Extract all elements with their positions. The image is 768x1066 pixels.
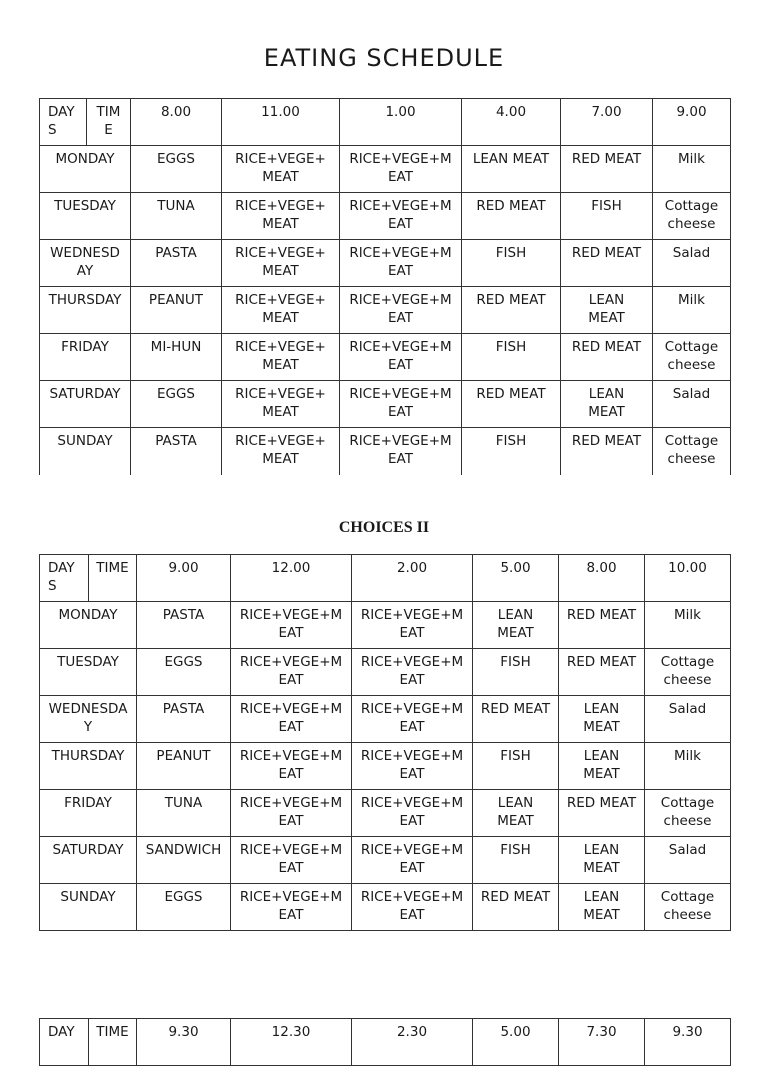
- meal-cell: Salad: [645, 696, 731, 743]
- meal-cell: PASTA: [137, 696, 231, 743]
- table-row: [40, 193, 731, 240]
- meal-cell: FISH: [462, 428, 561, 475]
- meal-cell: RED MEAT: [462, 193, 561, 240]
- meal-cell: RED MEAT: [561, 146, 653, 193]
- table-body: [40, 555, 731, 931]
- meal-cell: RICE+VEGE+M EAT: [340, 428, 462, 475]
- header-time-slot: 5.00: [473, 1019, 559, 1066]
- header-time-slot: 2.30: [352, 1019, 473, 1066]
- meal-cell: RICE+VEGE+M EAT: [340, 146, 462, 193]
- meal-cell: EGGS: [131, 146, 222, 193]
- table-row: [40, 334, 731, 381]
- header-time-slot: 12.30: [231, 1019, 352, 1066]
- header-time-slot: 9.30: [645, 1019, 731, 1066]
- meal-cell: LEAN MEAT: [462, 146, 561, 193]
- header-row: [40, 555, 731, 602]
- table-row: [40, 790, 731, 837]
- meal-cell: RICE+VEGE+M EAT: [340, 334, 462, 381]
- header-days: DAY: [40, 1019, 89, 1066]
- meal-cell: Cottage cheese: [653, 428, 731, 475]
- meal-cell: MI-HUN: [131, 334, 222, 381]
- meal-cell: LEAN MEAT: [559, 743, 645, 790]
- meal-cell: RED MEAT: [559, 649, 645, 696]
- day-cell: SATURDAY: [40, 381, 131, 428]
- meal-cell: TUNA: [131, 193, 222, 240]
- header-time-slot: 9.00: [137, 555, 231, 602]
- eating-schedule-table: [39, 98, 731, 475]
- table-row: [40, 649, 731, 696]
- header-row: [40, 1019, 731, 1066]
- meal-cell: Cottage cheese: [653, 193, 731, 240]
- meal-cell: FISH: [473, 837, 559, 884]
- meal-cell: RED MEAT: [561, 334, 653, 381]
- meal-cell: RICE+VEGE+M EAT: [231, 743, 352, 790]
- meal-cell: RICE+VEGE+M EAT: [352, 837, 473, 884]
- header-row: [40, 99, 731, 146]
- meal-cell: RICE+VEGE+ MEAT: [222, 240, 340, 287]
- meal-cell: RED MEAT: [561, 428, 653, 475]
- meal-cell: Milk: [645, 602, 731, 649]
- meal-cell: RICE+VEGE+ MEAT: [222, 381, 340, 428]
- meal-cell: LEAN MEAT: [559, 884, 645, 931]
- meal-cell: PEANUT: [137, 743, 231, 790]
- meal-cell: RICE+VEGE+M EAT: [231, 649, 352, 696]
- header-time: TIME: [89, 555, 137, 602]
- meal-cell: FISH: [473, 649, 559, 696]
- section-title: CHOICES II: [338, 519, 430, 536]
- meal-cell: RICE+VEGE+M EAT: [231, 696, 352, 743]
- header-time-slot: 8.00: [559, 555, 645, 602]
- meal-cell: Milk: [653, 146, 731, 193]
- meal-cell: LEAN MEAT: [561, 381, 653, 428]
- header-days: DAY S: [40, 555, 89, 602]
- meal-cell: FISH: [473, 743, 559, 790]
- day-cell: MONDAY: [40, 602, 137, 649]
- meal-cell: TUNA: [137, 790, 231, 837]
- meal-cell: RED MEAT: [561, 240, 653, 287]
- day-cell: TUESDAY: [40, 193, 131, 240]
- meal-cell: Cottage cheese: [645, 884, 731, 931]
- day-cell: THURSDAY: [40, 287, 131, 334]
- meal-cell: RICE+VEGE+M EAT: [231, 837, 352, 884]
- table-row: [40, 381, 731, 428]
- header-time-slot: 1.00: [340, 99, 462, 146]
- day-cell: MONDAY: [40, 146, 131, 193]
- meal-cell: RICE+VEGE+M EAT: [340, 381, 462, 428]
- header-time-slot: 5.00: [473, 555, 559, 602]
- meal-cell: RED MEAT: [462, 381, 561, 428]
- meal-cell: RICE+VEGE+ MEAT: [222, 193, 340, 240]
- meal-cell: PASTA: [137, 602, 231, 649]
- meal-cell: RICE+VEGE+M EAT: [231, 884, 352, 931]
- header-time-slot: 7.00: [561, 99, 653, 146]
- header-time-slot: 9.00: [653, 99, 731, 146]
- header-time: TIME: [89, 1019, 137, 1066]
- meal-cell: RICE+VEGE+ MEAT: [222, 146, 340, 193]
- header-time: TIM E: [87, 99, 131, 146]
- meal-cell: Salad: [653, 240, 731, 287]
- meal-cell: LEAN MEAT: [473, 602, 559, 649]
- table-row: [40, 884, 731, 931]
- table-body: [40, 1019, 731, 1066]
- day-cell: FRIDAY: [40, 790, 137, 837]
- header-time-slot: 11.00: [222, 99, 340, 146]
- meal-cell: EGGS: [131, 381, 222, 428]
- meal-cell: RICE+VEGE+M EAT: [340, 240, 462, 287]
- meal-cell: Salad: [645, 837, 731, 884]
- meal-cell: FISH: [462, 240, 561, 287]
- meal-cell: RED MEAT: [462, 287, 561, 334]
- table-row: [40, 146, 731, 193]
- meal-cell: PASTA: [131, 428, 222, 475]
- meal-cell: EGGS: [137, 649, 231, 696]
- meal-cell: RICE+VEGE+M EAT: [352, 790, 473, 837]
- header-time-slot: 4.00: [462, 99, 561, 146]
- table-row: [40, 240, 731, 287]
- header-time-slot: 10.00: [645, 555, 731, 602]
- header-time-slot: 7.30: [559, 1019, 645, 1066]
- meal-cell: RICE+VEGE+M EAT: [352, 884, 473, 931]
- day-cell: SATURDAY: [40, 837, 137, 884]
- meal-cell: FISH: [561, 193, 653, 240]
- meal-cell: RED MEAT: [473, 696, 559, 743]
- day-cell: SUNDAY: [40, 428, 131, 475]
- choices-ii-table: [39, 554, 731, 931]
- meal-cell: PEANUT: [131, 287, 222, 334]
- header-days: DAY S: [40, 99, 87, 146]
- page-title: EATING SCHEDULE: [263, 44, 505, 72]
- meal-cell: RICE+VEGE+M EAT: [340, 287, 462, 334]
- third-schedule-table: [39, 1018, 731, 1066]
- table-row: [40, 837, 731, 884]
- meal-cell: LEAN MEAT: [473, 790, 559, 837]
- day-cell: WEDNESD AY: [40, 240, 131, 287]
- meal-cell: Cottage cheese: [645, 649, 731, 696]
- day-cell: TUESDAY: [40, 649, 137, 696]
- header-time-slot: 12.00: [231, 555, 352, 602]
- day-cell: SUNDAY: [40, 884, 137, 931]
- meal-cell: RICE+VEGE+M EAT: [352, 696, 473, 743]
- meal-cell: RICE+VEGE+M EAT: [352, 649, 473, 696]
- meal-cell: LEAN MEAT: [559, 837, 645, 884]
- header-time-slot: 8.00: [131, 99, 222, 146]
- meal-cell: PASTA: [131, 240, 222, 287]
- header-time-slot: 2.00: [352, 555, 473, 602]
- table-row: [40, 602, 731, 649]
- meal-cell: RICE+VEGE+M EAT: [352, 743, 473, 790]
- meal-cell: Milk: [653, 287, 731, 334]
- table-row: [40, 696, 731, 743]
- meal-cell: RICE+VEGE+M EAT: [340, 193, 462, 240]
- table-row: [40, 743, 731, 790]
- meal-cell: LEAN MEAT: [561, 287, 653, 334]
- meal-cell: RED MEAT: [473, 884, 559, 931]
- meal-cell: RICE+VEGE+ MEAT: [222, 334, 340, 381]
- meal-cell: Milk: [645, 743, 731, 790]
- meal-cell: RICE+VEGE+ MEAT: [222, 287, 340, 334]
- meal-cell: Cottage cheese: [653, 334, 731, 381]
- meal-cell: SANDWICH: [137, 837, 231, 884]
- table-body: [40, 99, 731, 475]
- meal-cell: RED MEAT: [559, 790, 645, 837]
- meal-cell: RICE+VEGE+M EAT: [352, 602, 473, 649]
- meal-cell: RICE+VEGE+ MEAT: [222, 428, 340, 475]
- meal-cell: Salad: [653, 381, 731, 428]
- meal-cell: FISH: [462, 334, 561, 381]
- meal-cell: RICE+VEGE+M EAT: [231, 602, 352, 649]
- meal-cell: RED MEAT: [559, 602, 645, 649]
- day-cell: WEDNESDA Y: [40, 696, 137, 743]
- day-cell: THURSDAY: [40, 743, 137, 790]
- meal-cell: EGGS: [137, 884, 231, 931]
- meal-cell: RICE+VEGE+M EAT: [231, 790, 352, 837]
- table-row: [40, 287, 731, 334]
- table-row: [40, 428, 731, 475]
- meal-cell: Cottage cheese: [645, 790, 731, 837]
- day-cell: FRIDAY: [40, 334, 131, 381]
- meal-cell: LEAN MEAT: [559, 696, 645, 743]
- header-time-slot: 9.30: [137, 1019, 231, 1066]
